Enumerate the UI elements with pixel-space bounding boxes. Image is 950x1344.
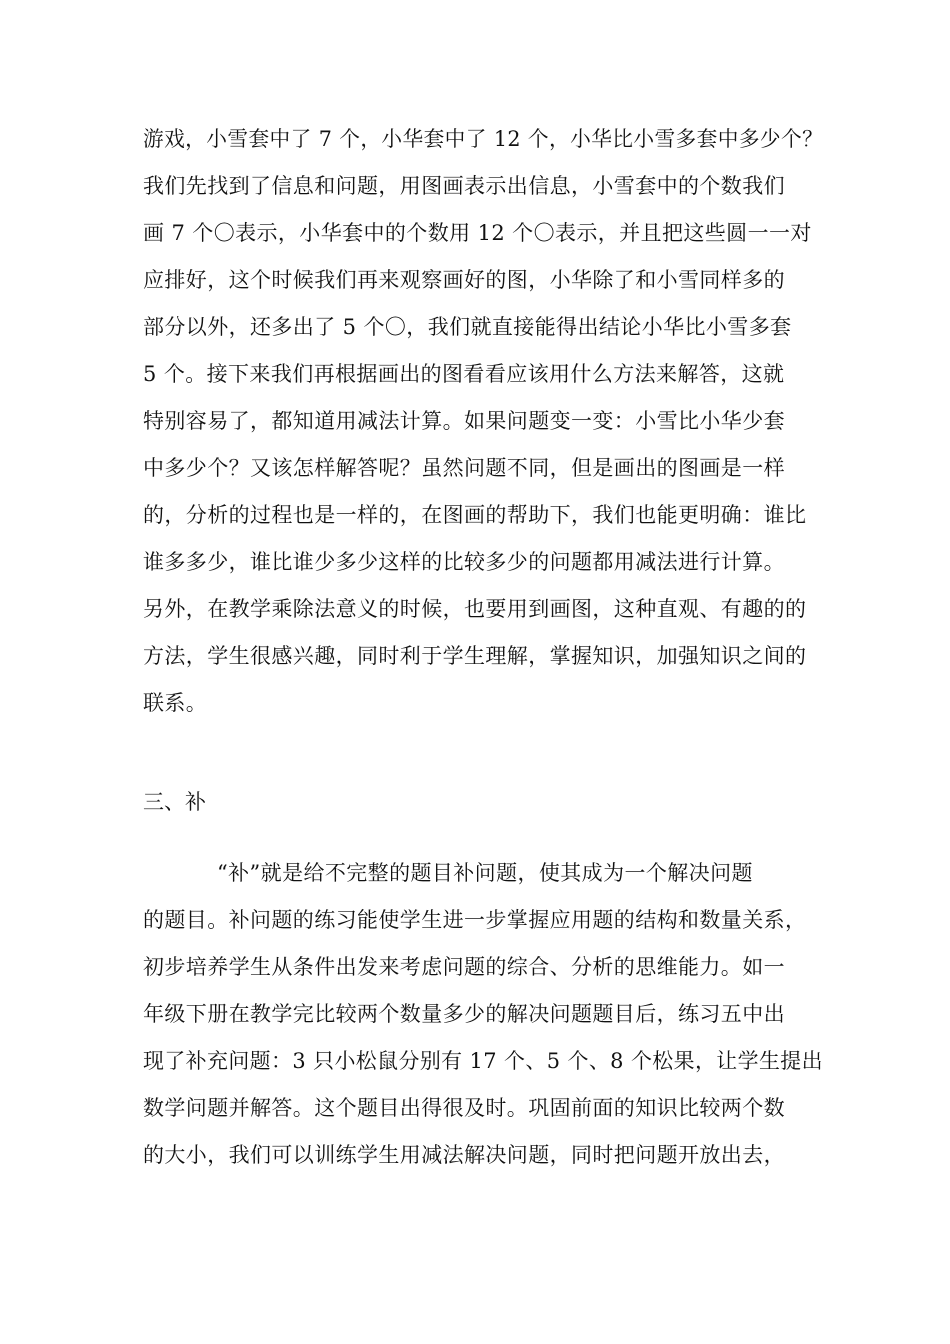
paragraph-line: 另外，在教学乘除法意义的时候，也要用到画图，这种直观、有趣的的: [143, 597, 807, 621]
paragraph-line: 初步培养学生从条件出发来考虑问题的综合、分析的思维能力。如一: [143, 955, 785, 979]
paragraph-line: 谁多多少，谁比谁少多少这样的比较多少的问题都用减法进行计算。: [143, 550, 785, 574]
paragraph-line: 年级下册在教学完比较两个数量多少的解决问题题目后，练习五中出: [143, 1002, 785, 1026]
paragraph-line: 我们先找到了信息和问题，用图画表示出信息，小雪套中的个数我们: [143, 174, 785, 198]
paragraph-line: 5 个。接下来我们再根据画出的图看看应该用什么方法来解答，这就: [143, 362, 785, 386]
paragraph-line: 游戏，小雪套中了 7 个，小华套中了 12 个，小华比小雪多套中多少个？: [143, 127, 824, 151]
paragraph-line: “补”就是给不完整的题目补问题，使其成为一个解决问题: [217, 861, 753, 885]
paragraph-line: 应排好，这个时候我们再来观察画好的图，小华除了和小雪同样多的: [143, 268, 785, 292]
section-heading: 三、补: [143, 790, 206, 814]
paragraph-line: 现了补充问题：3 只小松鼠分别有 17 个、5 个、8 个松果，让学生提出: [143, 1049, 823, 1073]
paragraph-line: 部分以外，还多出了 5 个〇，我们就直接能得出结论小华比小雪多套: [143, 315, 792, 339]
paragraph-line: 的大小，我们可以训练学生用减法解决问题，同时把问题开放出去，: [143, 1143, 785, 1167]
paragraph-line: 方法，学生很感兴趣，同时利于学生理解，掌握知识，加强知识之间的: [143, 644, 807, 668]
paragraph-line: 数学问题并解答。这个题目出得很及时。巩固前面的知识比较两个数: [143, 1096, 785, 1120]
paragraph-line: 画 7 个〇表示，小华套中的个数用 12 个〇表示，并且把这些圆一一对: [143, 221, 812, 245]
paragraph-line: 特别容易了，都知道用减法计算。如果问题变一变：小雪比小华少套: [143, 409, 785, 433]
paragraph-line: 中多少个？又该怎样解答呢？虽然问题不同，但是画出的图画是一样: [143, 456, 785, 480]
paragraph-line: 的题目。补问题的练习能使学生进一步掌握应用题的结构和数量关系，: [143, 908, 807, 932]
paragraph-line: 联系。: [143, 691, 208, 715]
paragraph-line: 的，分析的过程也是一样的，在图画的帮助下，我们也能更明确：谁比: [143, 503, 807, 527]
